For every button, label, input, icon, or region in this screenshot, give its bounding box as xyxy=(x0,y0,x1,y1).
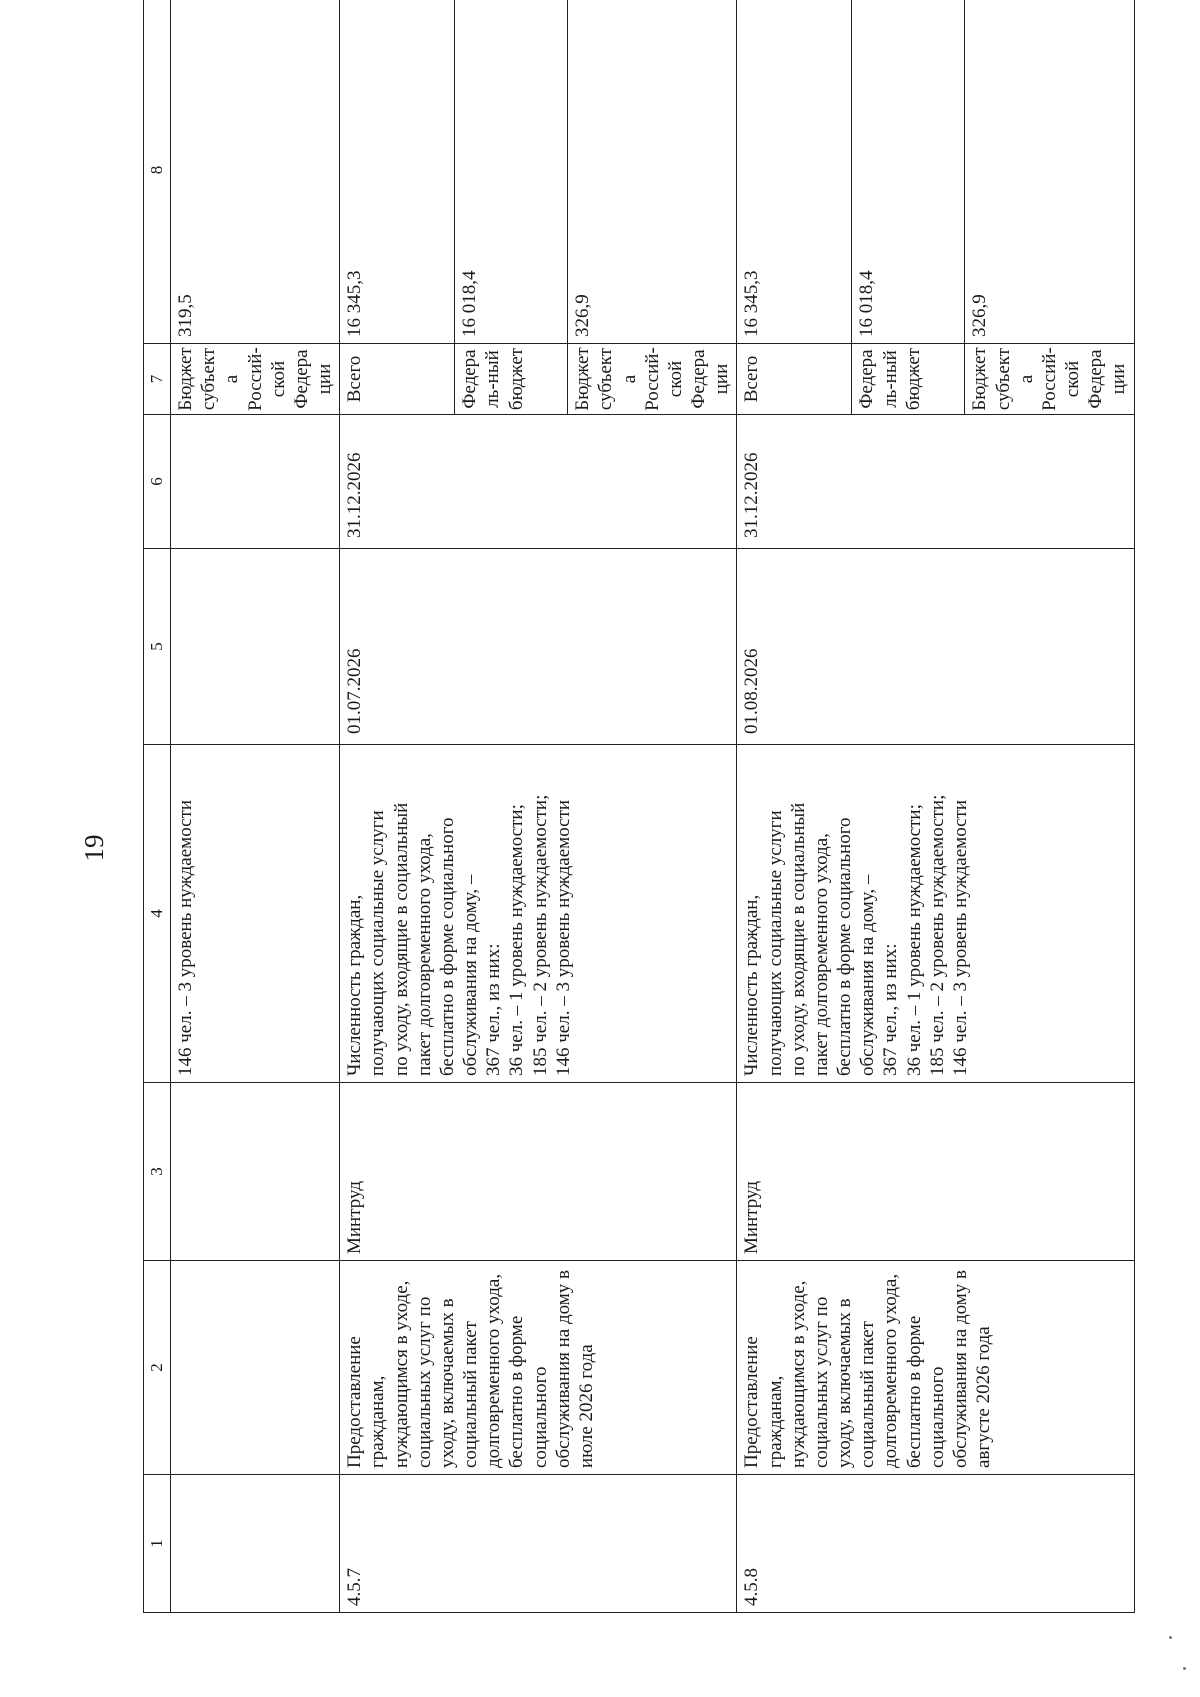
start-date-cell: 01.08.2026 xyxy=(737,549,1134,745)
activity-name-cell: Предоставление гражданам, нуждающимся в уходе, социальных услуг по уходу, включаемых в социальный пакет долговременного ухода, бесплатно в форме социального обслуживания на дому в июле 2026 года xyxy=(340,1261,737,1475)
funding-source-cell: Всего xyxy=(340,344,455,415)
column-number-row xyxy=(144,0,171,1613)
responsible-cell: Минтруд xyxy=(737,1083,1134,1261)
column-number: 4 xyxy=(144,745,171,1083)
funding-source-cell: Федераль-ный бюджет xyxy=(455,344,568,415)
end-date-cell: 31.12.2026 xyxy=(737,415,1134,549)
activity-name-cell: Предоставление гражданам, нуждающимся в уходе, социальных услуг по уходу, включаемых в социальный пакет долговременного ухода, бесплатно в форме социального обслуживания на дому в августе 2026 года xyxy=(737,1261,1134,1475)
funding-source-cell: Всего xyxy=(737,344,852,415)
start-date-cell: 01.07.2026 xyxy=(340,549,737,745)
page-number: 19 xyxy=(78,834,109,862)
indicator-cell: Численность граждан, получающих социальные услуги по уходу, входящие в социальный пакет долговременного ухода, бесплатно в форме социального обслуживания на дому, – 367 чел., из них: 36 чел. – 1 уровень нуждаемости; 185 чел. – 2 уровень нуждаемости; 146 чел. – 3 уровень нуждаемости xyxy=(737,745,1134,1083)
start-date-cell xyxy=(171,549,340,745)
funding-amount-cell: 16 018,4 xyxy=(455,0,568,344)
funding-amount-cell: 16 345,3 xyxy=(340,0,455,344)
column-number: 3 xyxy=(144,1083,171,1261)
column-number: 8 xyxy=(144,0,171,344)
column-number: 1 xyxy=(144,1475,171,1613)
table-row xyxy=(737,0,852,1613)
indicator-cell: 146 чел. – 3 уровень нуждаемости xyxy=(171,745,340,1083)
table-row xyxy=(340,0,455,1613)
program-activities-table xyxy=(143,0,1135,1613)
funding-amount-cell: 16 018,4 xyxy=(852,0,965,344)
item-number-cell xyxy=(171,1475,340,1613)
funding-amount-cell: 319,5 xyxy=(171,0,340,344)
funding-source-cell: Бюджет субъекта Россий-ской Федерации xyxy=(171,344,340,415)
rotated-table-container xyxy=(143,0,1130,1613)
scan-speck xyxy=(1169,1636,1172,1639)
responsible-cell: Минтруд xyxy=(340,1083,737,1261)
scan-speck xyxy=(1183,1667,1186,1670)
funding-amount-cell: 16 345,3 xyxy=(737,0,852,344)
column-number: 5 xyxy=(144,549,171,745)
end-date-cell: 31.12.2026 xyxy=(340,415,737,549)
responsible-cell xyxy=(171,1083,340,1261)
funding-amount-cell: 326,9 xyxy=(965,0,1134,344)
activity-name-cell xyxy=(171,1261,340,1475)
end-date-cell xyxy=(171,415,340,549)
funding-source-cell: Федераль-ный бюджет xyxy=(852,344,965,415)
funding-source-cell: Бюджет субъекта Россий-ской Федерации xyxy=(965,344,1134,415)
column-number: 2 xyxy=(144,1261,171,1475)
continuation-row xyxy=(171,0,340,1613)
column-number: 7 xyxy=(144,344,171,415)
funding-source-cell: Бюджет субъекта Россий-ской Федерации xyxy=(568,344,737,415)
indicator-cell: Численность граждан, получающих социальные услуги по уходу, входящие в социальный пакет долговременного ухода, бесплатно в форме социального обслуживания на дому, – 367 чел., из них: 36 чел. – 1 уровень нуждаемости; 185 чел. – 2 уровень нуждаемости; 146 чел. – 3 уровень нуждаемости xyxy=(340,745,737,1083)
item-number-cell: 4.5.7 xyxy=(340,1475,737,1613)
column-number: 6 xyxy=(144,415,171,549)
funding-amount-cell: 326,9 xyxy=(568,0,737,344)
item-number-cell: 4.5.8 xyxy=(737,1475,1134,1613)
